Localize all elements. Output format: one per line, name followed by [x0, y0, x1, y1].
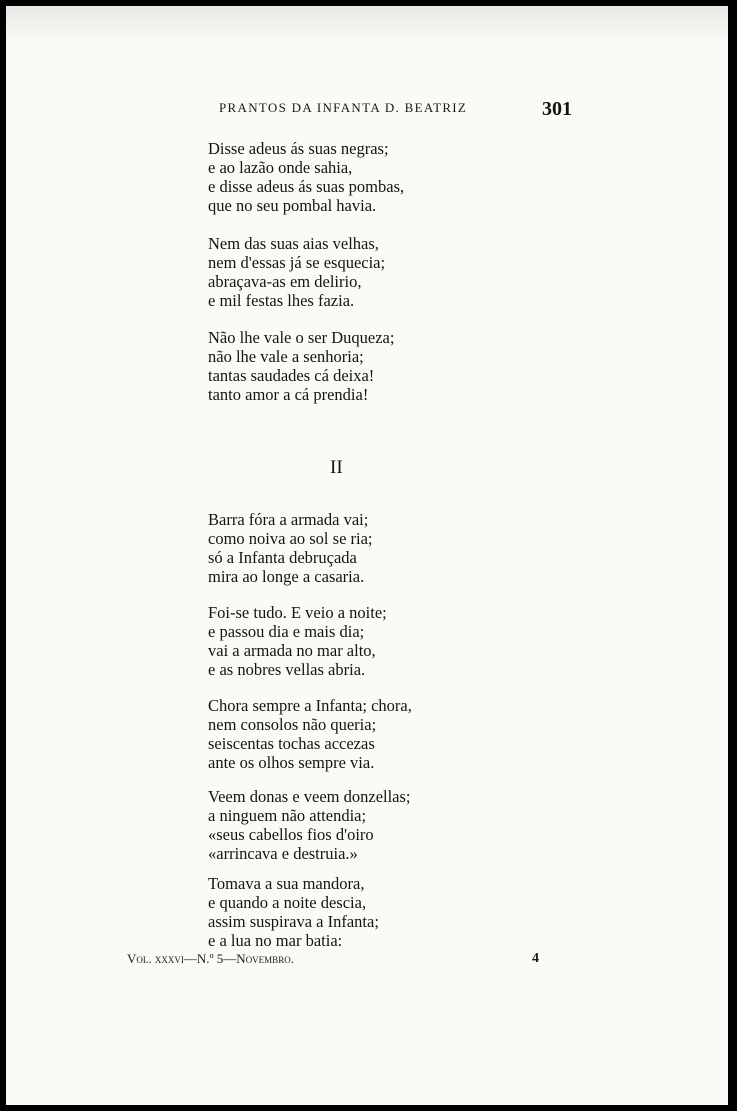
- verse-line: nem consolos não queria;: [208, 715, 377, 734]
- verse-line: mira ao longe a casaria.: [208, 567, 365, 586]
- verse-line: e a lua no mar batia:: [208, 931, 343, 950]
- verse-line: Chora sempre a Infanta; chora,: [208, 696, 412, 715]
- verse-line: e ao lazão onde sahia,: [208, 158, 353, 177]
- verse-line: e as nobres vellas abria.: [208, 660, 366, 679]
- stanza: [208, 874, 379, 950]
- stanza: [208, 510, 373, 586]
- verse-line: Barra fóra a armada vai;: [208, 510, 369, 529]
- verse-line: «arrincava e destruia.»: [208, 844, 358, 863]
- verse-line: abraçava-as em delirio,: [208, 272, 362, 291]
- section-numeral: II: [330, 457, 343, 478]
- signature-mark: 4: [532, 951, 539, 966]
- stanza: [208, 696, 412, 772]
- verse-line: só a Infanta debruçada: [208, 548, 357, 567]
- verse-line: a ninguem não attendia;: [208, 806, 367, 825]
- book-page: [6, 6, 728, 1105]
- verse-line: tanto amor a cá prendia!: [208, 385, 369, 404]
- verse-line: não lhe vale a senhoria;: [208, 347, 364, 366]
- verse-line: e mil festas lhes fazia.: [208, 291, 355, 310]
- stanza: [208, 603, 387, 679]
- stanza: [208, 787, 411, 863]
- verse-line: Não lhe vale o ser Duqueza;: [208, 328, 395, 347]
- stanza: [208, 234, 385, 310]
- verse-line: Veem donas e veem donzellas;: [208, 787, 411, 806]
- verse-line: que no seu pombal havia.: [208, 196, 377, 215]
- verse-line: nem d'essas já se esquecia;: [208, 253, 386, 272]
- verse-line: vai a armada no mar alto,: [208, 641, 376, 660]
- stanza: [208, 139, 404, 215]
- verse-line: e quando a noite descia,: [208, 893, 367, 912]
- verse-line: Foi-se tudo. E veio a noite;: [208, 603, 387, 622]
- verse-line: ante os olhos sempre via.: [208, 753, 375, 772]
- verse-line: «seus cabellos fios d'oiro: [208, 825, 374, 844]
- volume-note: Vol. xxxvi—N.º 5—Novembro.: [127, 951, 294, 966]
- verse-line: seiscentas tochas accezas: [208, 734, 375, 753]
- verse-line: assim suspirava a Infanta;: [208, 912, 379, 931]
- verse-line: Nem das suas aias velhas,: [208, 234, 379, 253]
- running-title: PRANTOS DA INFANTA D. BEATRIZ: [219, 100, 468, 115]
- verse-line: e disse adeus ás suas pombas,: [208, 177, 405, 196]
- verse-line: e passou dia e mais dia;: [208, 622, 365, 641]
- page-number: 301: [542, 98, 572, 120]
- stanza: [208, 328, 394, 404]
- verse-line: Tomava a sua mandora,: [208, 874, 365, 893]
- verse-line: Disse adeus ás suas negras;: [208, 139, 389, 158]
- paper-edge-shading: [6, 6, 728, 46]
- verse-line: tantas saudades cá deixa!: [208, 366, 375, 385]
- verse-line: como noiva ao sol se ria;: [208, 529, 373, 548]
